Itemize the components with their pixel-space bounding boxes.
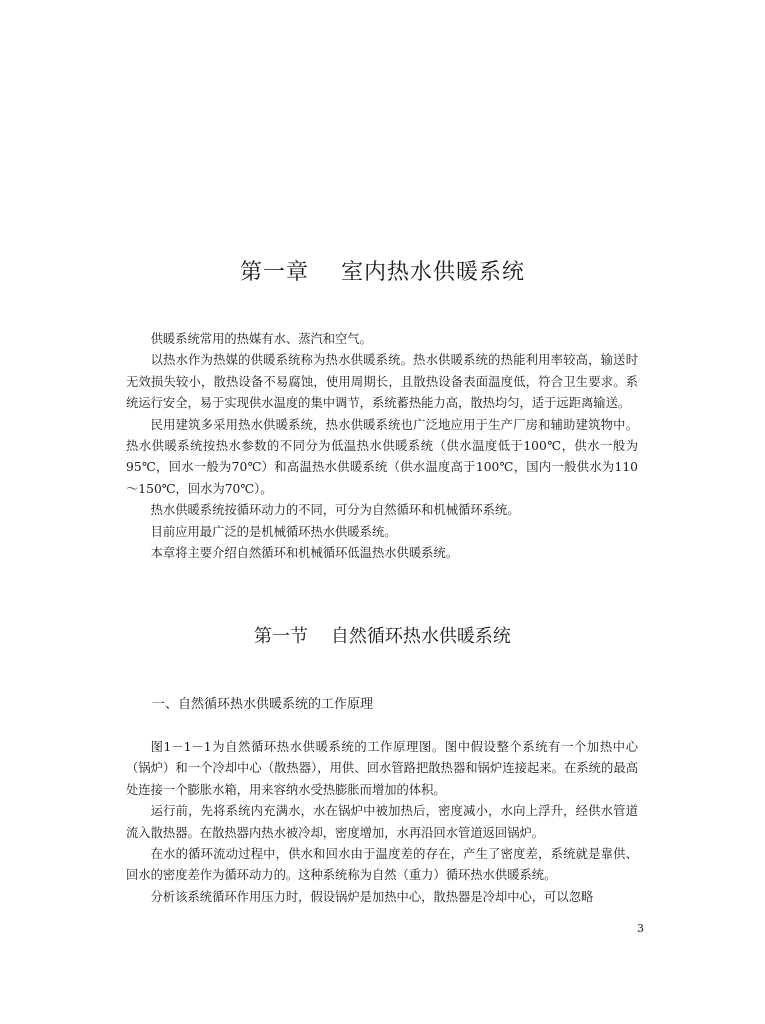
section-paragraph: 分析该系统循环作用压力时，假设锅炉是加热中心，散热器是冷却中心，可以忽略 — [150, 889, 594, 904]
subsection-title: 一、自然循环热水供暖系统的工作原理 — [152, 697, 374, 712]
intro-paragraph: 目前应用最广泛的是机械循环热水供暖系统。 — [150, 524, 397, 539]
intro-text — [126, 329, 638, 564]
section-title: 第一节 自然循环热水供暖系统 — [254, 626, 511, 647]
section-paragraph: 在水的循环流动过程中，供水和回水由于温度差的存在，产生了密度差，系统就是靠供、回水的密度差作为循环动力的。这种系统称为自然（重力）循环热水供暖系统。 — [126, 847, 638, 883]
section-text — [126, 737, 638, 908]
section-paragraph: 运行前，先将系统内充满水，水在锅炉中被加热后，密度减小，水向上浮升，经供水管道流入散热器。在散热器内热水被冷却，密度增加，水再沿回水管道返回锅炉。 — [126, 804, 638, 840]
intro-paragraph: 本章将主要介绍自然循环和机械循环低温热水供暖系统。 — [150, 546, 459, 561]
intro-paragraph: 以热水作为热媒的供暖系统称为热水供暖系统。热水供暖系统的热能利用率较高，输送时无效损失较小，散热设备不易腐蚀，使用周期长，且散热设备表面温度低，符合卫生要求。系统运行安全，易于实现供水温度的集中调节，系统蓄热能力高，散热均匀，适于远距离输送。 — [126, 353, 638, 411]
intro-paragraph: 民用建筑多采用热水供暖系统，热水供暖系统也广泛地应用于生产厂房和辅助建筑物中。热水供暖系统按热水参数的不同分为低温热水供暖系统（供水温度低于100℃，供水一般为95℃，回水一般为70℃）和高温热水供暖系统（供水温度高于100℃，国内一般供水为110～150℃，回水为70℃）。 — [126, 417, 638, 496]
chapter-title: 第一章 室内热水供暖系统 — [240, 260, 525, 285]
intro-paragraph: 热水供暖系统按循环动力的不同，可分为自然循环和机械循环系统。 — [150, 503, 520, 518]
section-paragraph: 图1－1－1为自然循环热水供暖系统的工作原理图。图中假设整个系统有一个加热中心（锅炉）和一个冷却中心（散热器），用供、回水管路把散热器和锅炉连接起来。在系统的最高处连接一个膨胀水箱，用来容纳水受热膨胀而增加的体积。 — [126, 740, 638, 797]
page-number: 3 — [637, 922, 644, 935]
intro-paragraph: 供暖系统常用的热媒有水、蒸汽和空气。 — [150, 332, 372, 346]
